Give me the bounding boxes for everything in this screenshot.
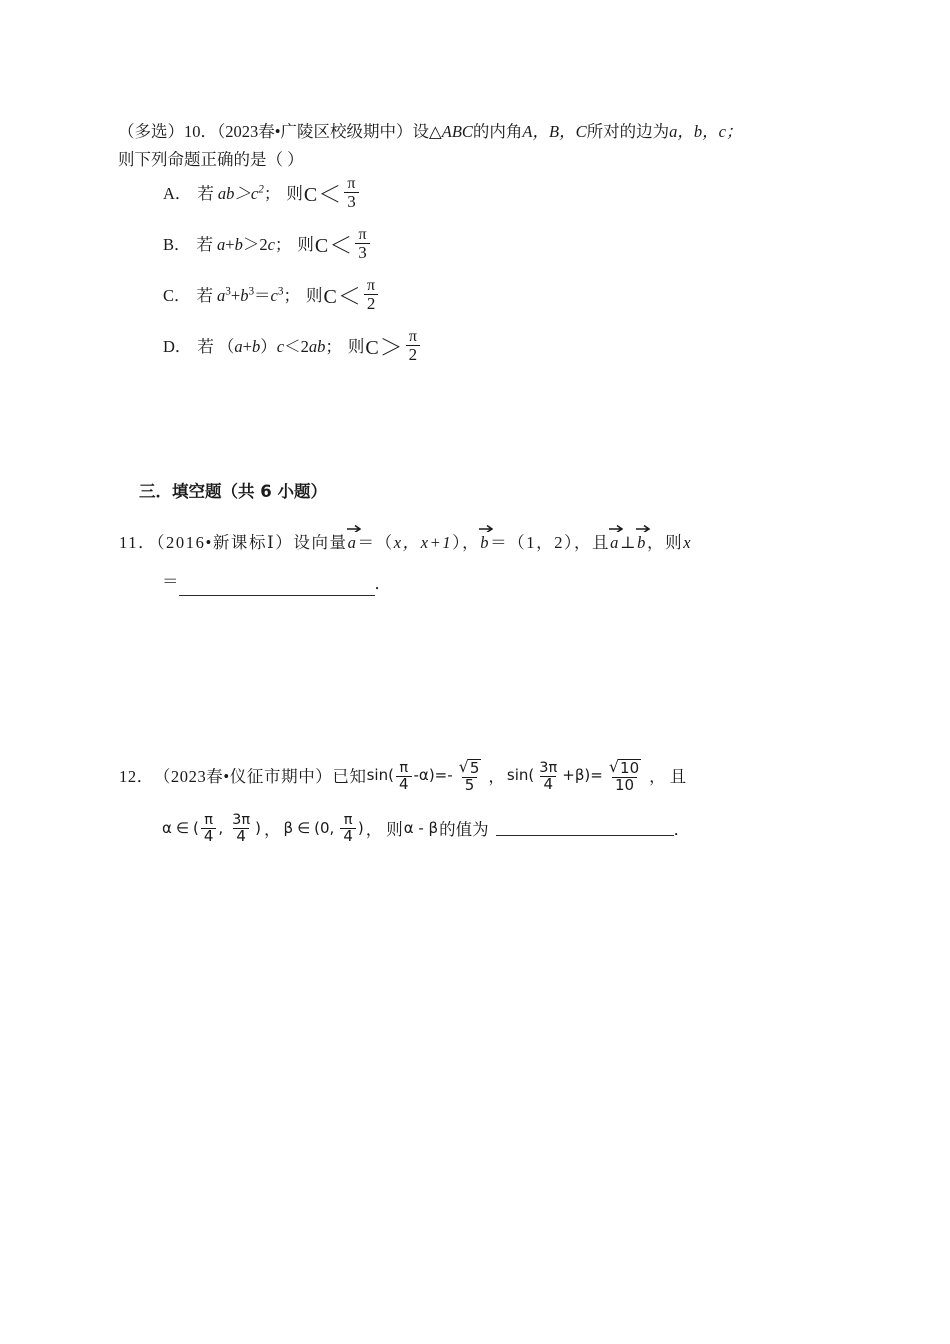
option-c[interactable] (163, 277, 380, 312)
q10-stem-line2: 则下列命题正确的是（ ） (118, 150, 304, 169)
q11-a-components: x，x+1 (393, 533, 453, 552)
q12-expr2-var: β (574, 766, 585, 785)
q12-then-word: 则 (386, 819, 403, 839)
q12-range-separator: ， (263, 819, 281, 839)
q10-source: （2023春•广陵区校级期中） (217, 122, 413, 141)
q12-expr2-radicand: 10 (620, 759, 640, 777)
question-11-line2 (162, 572, 391, 596)
q12-beta: β (283, 818, 294, 837)
vector-arrow-icon (479, 524, 493, 532)
option-b-if: 若 (196, 235, 214, 255)
q12-expr2-frac-denominator: 4 (540, 776, 556, 792)
option-a-if: 若 (197, 184, 214, 204)
option-a-condition: $ab>c^2$ (217, 183, 264, 204)
option-d[interactable] (163, 328, 422, 363)
option-b-relation: ＜ (329, 232, 353, 258)
q12-expr1-frac-denominator: 4 (396, 776, 412, 792)
vector-b-2 (637, 531, 647, 553)
q11-eq1: ＝（ (357, 533, 394, 552)
q11-period: ． (374, 574, 391, 593)
option-d-condition: （a+b）c＜2ab (217, 337, 326, 357)
q11-close1: ）， (452, 533, 481, 552)
q12-target-expression: α - β (403, 818, 439, 837)
option-c-semicolon: ； (283, 286, 300, 306)
q12-period: ． (673, 819, 691, 839)
vector-arrow-icon (609, 524, 623, 532)
q12-beta-close: ) (357, 818, 364, 837)
q11-close3: ，则 (647, 533, 684, 552)
option-c-if: 若 (196, 286, 214, 306)
q12-expr1-fraction (396, 761, 412, 792)
option-b-frac-denominator: 3 (355, 243, 370, 261)
perpendicular-symbol: ⊥ (620, 533, 638, 552)
q12-expr1-minus: - (413, 766, 419, 785)
option-c-relation: ＜ (337, 283, 361, 309)
option-d-variable: C (365, 337, 379, 360)
q12-expr1-value-fraction (455, 759, 485, 794)
q12-known-word: 已知 (332, 767, 367, 787)
option-c-label: C． (163, 286, 191, 306)
section-3-heading: 三．填空题（共 6 小题） (139, 482, 327, 501)
option-a-variable: C (303, 184, 318, 207)
q12-expr1-frac-numerator: π (399, 759, 409, 776)
q12-expr2-radical (605, 759, 644, 777)
q11-equals: ＝ (162, 572, 179, 591)
q12-expr1-func: sin (366, 766, 389, 785)
option-a-then: 则 (286, 184, 303, 204)
q12-expr2-fraction (536, 761, 560, 792)
q12-source: （2023春•仪征市期中） (153, 767, 333, 787)
radical-sign-icon: √ (608, 757, 620, 776)
q12-expr2-open: ( (528, 766, 535, 785)
q10-sides: a，b，c； (669, 122, 743, 141)
option-c-frac-denominator: 2 (364, 294, 379, 312)
q12-expression-2 (507, 758, 646, 793)
vector-arrow-icon (636, 524, 650, 532)
vector-a-2 (610, 531, 620, 553)
option-b-variable: C (314, 235, 329, 258)
q10-angles: A，B，C (522, 122, 587, 141)
q11-b-components: 1，2 (526, 533, 565, 552)
q12-alpha-lower-fraction (201, 813, 217, 844)
q10-triangle-name: ABC (441, 122, 473, 141)
option-c-frac-numerator: π (367, 277, 376, 294)
option-b[interactable] (163, 226, 372, 261)
q12-expr1-close: ) (428, 766, 435, 785)
option-a-frac-numerator: π (347, 175, 356, 192)
option-a-semicolon: ； (263, 184, 281, 204)
q12-beta-lower: 0, (320, 818, 335, 837)
question-11-line1 (119, 529, 692, 553)
vector-a2-letter: a (610, 533, 621, 552)
option-b-fraction (355, 227, 370, 262)
option-d-then: 则 (347, 337, 365, 357)
q12-line2-separator: ， (365, 819, 383, 839)
vector-b (480, 531, 490, 553)
q11-unknown: x (683, 533, 693, 552)
q10-body-part1: 设 (412, 122, 430, 141)
q12-and-word: 且 (669, 767, 687, 787)
question-12-line2 (162, 812, 690, 843)
q11-eq2: ＝（ (490, 533, 527, 552)
option-a-frac-denominator: 3 (344, 192, 359, 210)
q12-expr2-value-fraction (605, 759, 644, 794)
q12-beta-upper-fraction (340, 813, 356, 844)
q12-expr1-radical (455, 759, 485, 777)
option-c-condition: $a^3+b^3=c^3$ (217, 285, 284, 306)
question-12-line1 (119, 758, 686, 793)
q11-number: 11． (119, 533, 157, 552)
q12-answer-blank[interactable] (496, 820, 674, 836)
q12-alpha-comma: , (218, 818, 224, 837)
q12-alpha-hi-den: 4 (233, 828, 249, 844)
q10-number: 10． (184, 122, 217, 141)
q12-beta-open: ( (314, 818, 320, 837)
q12-expr1-var: α (418, 766, 429, 785)
option-a-fraction (344, 176, 359, 211)
q12-expr1-sign: - (447, 766, 453, 785)
q10-body-part2: 的内角 (472, 122, 523, 141)
option-d-frac-numerator: π (408, 328, 417, 345)
option-b-frac-numerator: π (358, 226, 367, 243)
q10-duoxuan-marker: （多选） (118, 122, 184, 141)
option-b-semicolon: ； (274, 235, 292, 255)
q12-alpha-hi-num: 3π (232, 812, 251, 828)
q12-expr2-value-denominator: 10 (612, 777, 637, 793)
q12-alpha-upper-fraction (229, 813, 253, 844)
q12-beta-hi-num: π (343, 812, 353, 828)
q12-expr1-open: ( (388, 766, 394, 785)
q12-expr2-equals: = (590, 766, 603, 785)
q12-value-word: 的值为 (439, 819, 489, 839)
option-d-relation: ＞ (379, 334, 403, 360)
q12-alpha-close: ) (255, 818, 261, 837)
q12-expr2-plus: + (562, 766, 575, 785)
option-d-if: 若 (197, 337, 214, 357)
option-d-frac-denominator: 2 (406, 345, 421, 363)
q12-in-symbol-1: ∈ (175, 818, 189, 837)
q12-expr1-radicand: 5 (469, 759, 480, 777)
option-c-variable: C (323, 286, 337, 309)
q12-expr2-func: sin (506, 766, 529, 785)
triangle-symbol: △ (429, 122, 442, 141)
vector-b-letter: b (480, 533, 491, 552)
question-10-stem (118, 118, 834, 174)
option-a-relation: ＜ (318, 181, 342, 207)
vector-arrow-icon (347, 524, 361, 532)
q12-expr2-frac-numerator: 3π (539, 759, 558, 776)
q12-comma-1: ， (488, 767, 505, 787)
q12-number: 12． (119, 767, 154, 787)
q12-alpha-open: ( (192, 818, 199, 837)
q12-alpha: α (162, 818, 172, 837)
q12-expr1-value-denominator: 5 (462, 777, 478, 793)
option-b-condition: a+b＞2c (217, 235, 275, 255)
q10-body-part3: 所对的边为 (586, 122, 670, 141)
radical-sign-icon: √ (458, 757, 469, 776)
option-b-then: 则 (297, 235, 314, 255)
q12-expr2-close: ) (584, 766, 591, 785)
option-a[interactable] (163, 175, 361, 210)
q12-beta-hi-den: 4 (340, 828, 356, 844)
option-d-fraction (406, 329, 421, 364)
q12-alpha-range (162, 812, 261, 843)
option-c-fraction (364, 278, 379, 313)
q12-comma-2: ， (649, 767, 666, 787)
q12-beta-range (283, 812, 363, 843)
q11-close2: ），且 (564, 533, 611, 552)
vector-b2-letter: b (637, 533, 647, 552)
option-c-then: 则 (305, 286, 323, 306)
q12-expr1-equals: = (434, 766, 448, 785)
q12-in-symbol-2: ∈ (297, 818, 311, 837)
q12-expression-1 (367, 758, 487, 793)
q12-alpha-lo-num: π (204, 812, 213, 828)
vector-a-letter: a (347, 533, 358, 552)
option-d-semicolon: ； (325, 337, 342, 357)
q11-source: （2016•新课标Ⅰ） (156, 533, 294, 552)
q11-text-part1: 设向量 (293, 533, 348, 552)
option-a-label: A． (163, 184, 192, 204)
option-d-label: D． (163, 337, 192, 357)
q11-answer-blank[interactable] (179, 580, 375, 596)
option-b-label: B． (163, 235, 191, 255)
vector-a (348, 531, 358, 553)
q12-alpha-lo-den: 4 (201, 828, 217, 844)
